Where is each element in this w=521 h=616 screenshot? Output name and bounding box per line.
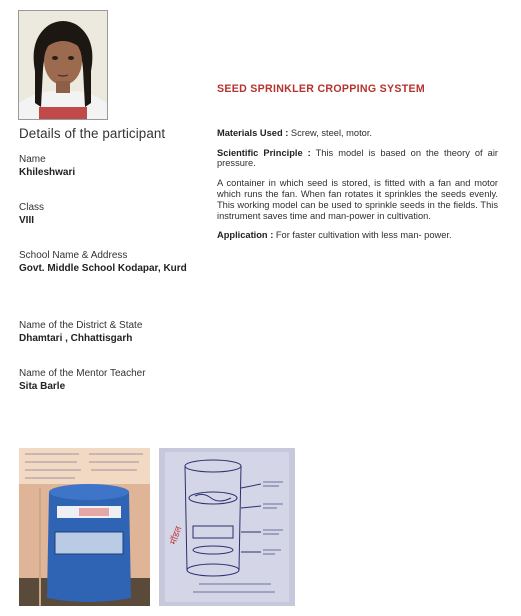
principle-paragraph bbox=[217, 148, 498, 170]
sketch-photo bbox=[159, 448, 295, 606]
school-label: School Name & Address bbox=[19, 250, 128, 261]
portrait-illustration bbox=[19, 11, 107, 119]
application-text: For faster cultivation with less man- power. bbox=[273, 230, 452, 241]
name-label: Name bbox=[19, 154, 46, 165]
district-value: Dhamtari , Chhattisgarh bbox=[19, 333, 133, 344]
school-field bbox=[19, 249, 209, 275]
school-value: Govt. Middle School Kodapar, Kurd bbox=[19, 263, 187, 274]
class-value: VIII bbox=[19, 215, 35, 226]
mentor-value: Sita Barle bbox=[19, 381, 66, 392]
name-field bbox=[19, 153, 209, 179]
application-paragraph bbox=[217, 230, 498, 241]
model-photo bbox=[19, 448, 150, 606]
principle-text: This model is based on the theory of air pressure. bbox=[217, 147, 498, 169]
class-field bbox=[19, 201, 209, 227]
principle-label: Scientific Principle : bbox=[217, 147, 311, 158]
sketch-red-mark: मॉडल bbox=[168, 525, 185, 547]
sketch-illustration bbox=[159, 448, 295, 606]
project-title: SEED SPRINKLER CROPPING SYSTEM bbox=[217, 83, 425, 95]
participant-photo bbox=[18, 10, 108, 120]
description-paragraph: A container in which seed is stored, is fitted with a fan and motor which runs the fan. When fan rotates it sprinkles the seeds evenly. This working model can be used to sprinkle seeds in the fields. This instrument saves time and man-power in cultivation. bbox=[217, 178, 498, 221]
materials-paragraph bbox=[217, 128, 498, 139]
project-details bbox=[217, 84, 498, 247]
class-label: Class bbox=[19, 202, 45, 213]
materials-text: Screw, steel, motor. bbox=[288, 127, 373, 138]
district-label: Name of the District & State bbox=[19, 320, 143, 331]
application-label: Application : bbox=[217, 230, 274, 241]
materials-label: Materials Used : bbox=[217, 127, 289, 138]
district-field bbox=[19, 319, 209, 345]
model-illustration bbox=[19, 448, 150, 606]
mentor-field bbox=[19, 367, 209, 393]
name-value: Khileshwari bbox=[19, 167, 76, 178]
details-heading: Details of the participant bbox=[19, 126, 166, 141]
participant-details bbox=[19, 126, 209, 415]
mentor-label: Name of the Mentor Teacher bbox=[19, 368, 146, 379]
